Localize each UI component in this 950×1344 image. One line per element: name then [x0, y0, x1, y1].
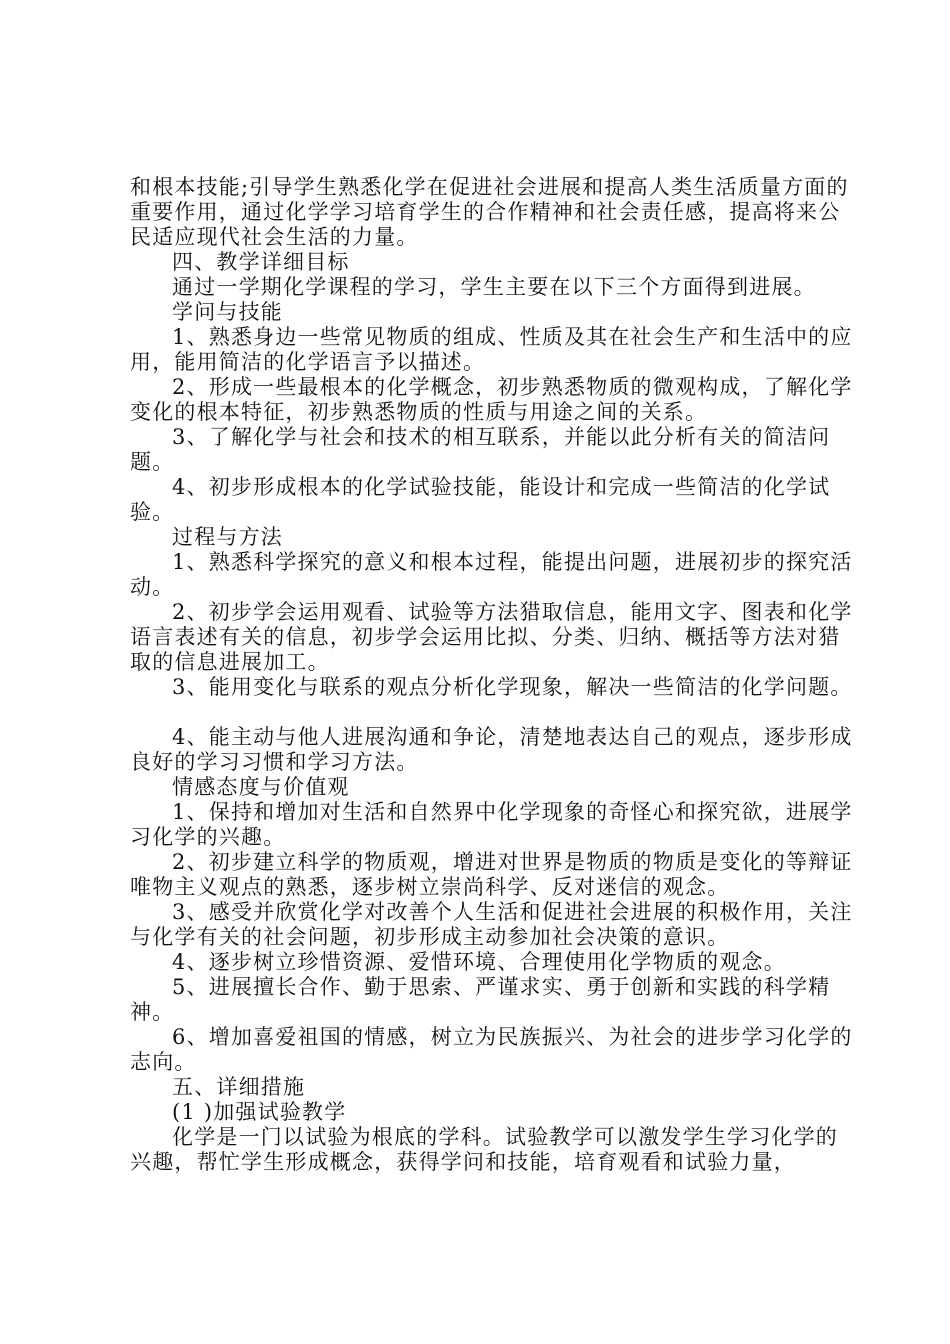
- subsection-heading: (1 )加强试验教学: [172, 1100, 347, 1124]
- paragraph: 和根本技能;引导学生熟悉化学在促进社会进展和提高人类生活质量方面的重要作用，通过化学学习培育学生的合作精神和社会责任感，提高将来公民适应现代社会生活的力量。: [130, 175, 849, 249]
- list-item: 2、初步学会运用观看、试验等方法猎取信息，能用文字、图表和化学语言表述有关的信息，初步学会运用比拟、分类、归纳、概括等方法对猎取的信息进展加工。: [130, 600, 853, 674]
- list-item: 1、保持和增加对生活和自然界中化学现象的奇怪心和探究欲，进展学习化学的兴趣。: [130, 800, 853, 849]
- subsection-heading: 过程与方法: [172, 525, 283, 549]
- document-body: [130, 175, 855, 1175]
- list-item: 1、熟悉身边一些常见物质的组成、性质及其在社会生产和生活中的应用，能用简洁的化学语言予以描述。: [130, 325, 853, 374]
- section-heading: 四、教学详细目标: [172, 250, 350, 274]
- section-heading: 五、详细措施: [172, 1075, 306, 1099]
- list-item: 3、感受并欣赏化学对改善个人生活和促进社会进展的积极作用，关注与化学有关的社会问题，初步形成主动参加社会决策的意识。: [130, 900, 853, 949]
- list-item: 5、进展擅长合作、勤于思索、严谨求实、勇于创新和实践的科学精神。: [130, 975, 831, 1024]
- list-item: 4、逐步树立珍惜资源、爱惜环境、合理使用化学物质的观念。: [172, 950, 786, 974]
- list-item: 3、了解化学与社会和技术的相互联系，并能以此分析有关的简洁问题。: [130, 425, 831, 474]
- paragraph: 化学是一门以试验为根底的学科。试验教学可以激发学生学习化学的兴趣，帮忙学生形成概念，获得学问和技能，培育观看和试验力量，: [130, 1125, 838, 1174]
- list-item: 1、熟悉科学探究的意义和根本过程，能提出问题，进展初步的探究活动。: [130, 550, 853, 599]
- blank-line: [130, 700, 855, 725]
- list-item: 3、能用变化与联系的观点分析化学现象，解决一些简洁的化学问题。: [172, 675, 853, 699]
- list-item: 6、增加喜爱祖国的情感，树立为民族振兴、为社会的进步学习化学的志向。: [130, 1025, 853, 1074]
- subsection-heading: 学问与技能: [172, 300, 283, 324]
- subsection-heading: 情感态度与价值观: [172, 775, 350, 799]
- list-item: 2、形成一些最根本的化学概念，初步熟悉物质的微观构成，了解化学变化的根本特征，初步熟悉物质的性质与用途之间的关系。: [130, 375, 853, 424]
- paragraph: 通过一学期化学课程的学习，学生主要在以下三个方面得到进展。: [172, 275, 816, 299]
- list-item: 4、能主动与他人进展沟通和争论，清楚地表达自己的观点，逐步形成良好的学习习惯和学习方法。: [130, 725, 853, 774]
- list-item: 2、初步建立科学的物质观，增进对世界是物质的物质是变化的等辩证唯物主义观点的熟悉，逐步树立崇尚科学、反对迷信的观念。: [130, 850, 853, 899]
- list-item: 4、初步形成根本的化学试验技能，能设计和完成一些简洁的化学试验。: [130, 475, 831, 524]
